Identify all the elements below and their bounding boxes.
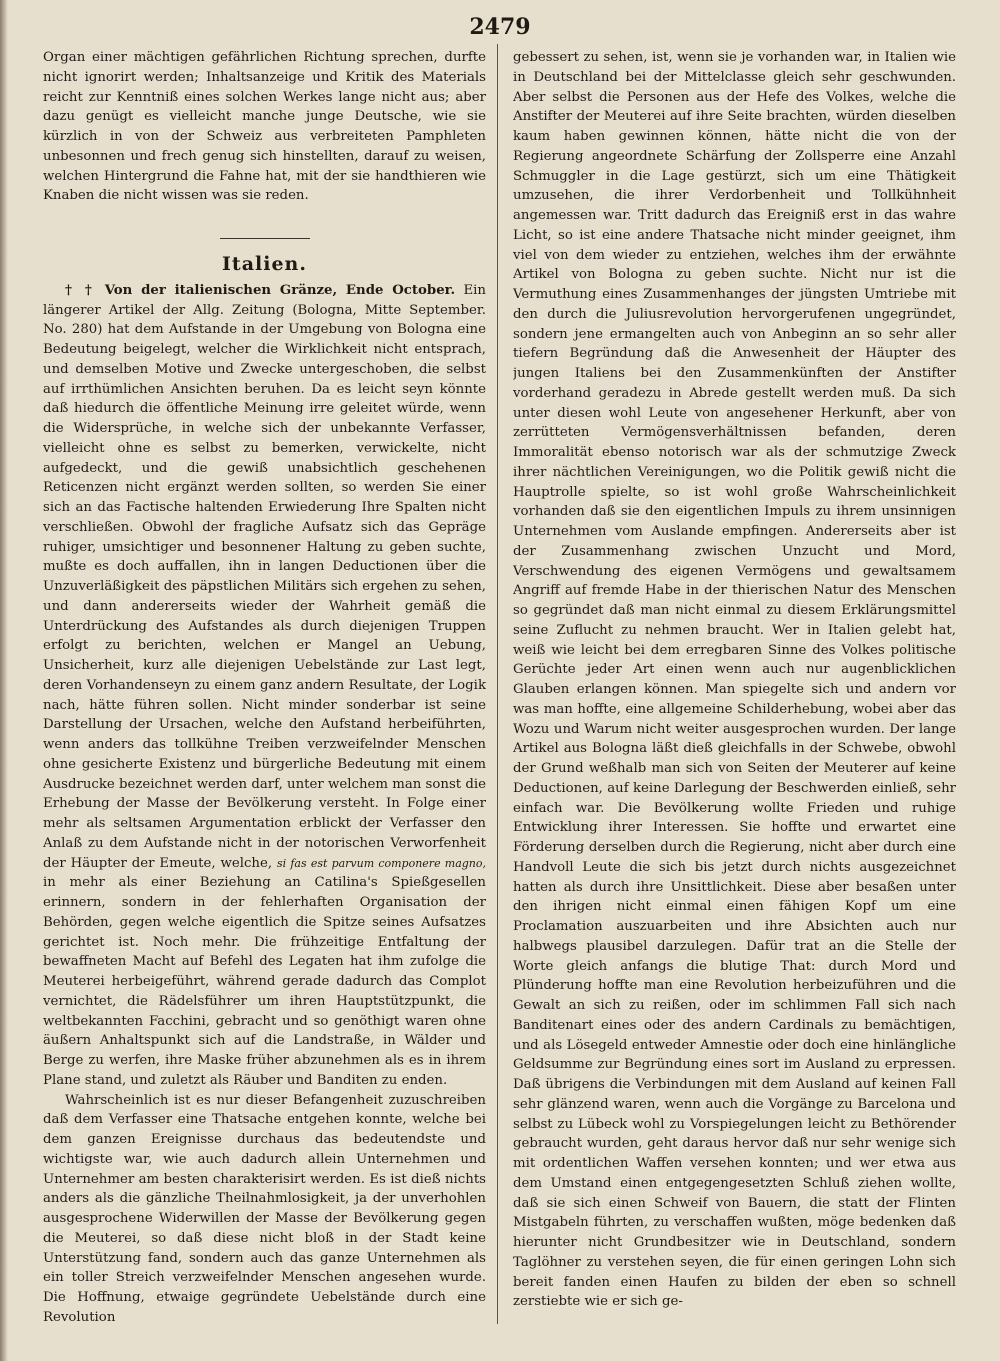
- article-dateline: † † Von der italienischen Gränze, Ende October.: [65, 282, 456, 298]
- right-column-text: gebessert zu sehen, ist, wenn sie je vorhanden war, in Italien wie in Deutschland bei der Mittelclasse gleich sehr geschwunden. Aber selbst die Personen aus der Hefe des Volkes, welche die Anstifter der Meuterei auf ihre Seite brachten, würden dieselben kaum haben gewinnen können, hätte nicht die von der Regierung angeordnete Schärfung der Zollsperre eine Anzahl Schmuggler in die Lage gestürzt, sich um eine Thätigkeit umzusehen, die ihrer Verdorbenheit und Tollkühnheit angemessen war. Tritt dadurch das Ereigniß erst in das wahre Licht, so ist eine andere Thatsache nicht minder geeignet, ihm viel von dem wieder zu entziehen, welches ihm der erwähnte Artikel von Bologna zu geben suchte. Nicht nur ist die Vermuthung eines Zusammenhanges der jüngsten Umtriebe mit den durch die Juliusrevolution hervorgerufenen ungegründet, sondern jene ermangelten auch von Anbeginn an so sehr aller tiefern Begründung daß die Anwesenheit der Häupter des jungen Italiens bei den Zusammenkünften der Anstifter vorderhand geradezu in Abrede gestellt werden muß. Da sich unter diesen wohl Leute von angesehener Herkunft, aber von zerrütteten Vermögensverhältnissen befanden, deren Immoralität ebenso notorisch war als der schmutzige Zweck ihrer nächtlichen Vereinigungen, wo die Politik gewiß nicht die Hauptrolle spielte, so ist wohl große Wahrscheinlichkeit vorhanden daß sie den eigentlichen Impuls zu ihrem unsinnigen Unternehmen vom Auslande empfingen. Andererseits aber ist der Zusammenhang zwischen Unzucht und Mord, Verschwendung des eigenen Vermögens und gewaltsamem Angriff auf fremde Habe in der thierischen Natur des Menschen so gegründet daß man nicht einmal zu diesem Erklärungsmittel seine Zuflucht zu nehmen braucht. Wer in Italien gelebt hat, weiß wie leicht bei dem erregbaren Sinne des Volkes politische Gerüchte jeder Art einen wenn auch nur augenblicklichen Glauben erlangen können. Man spiegelte sich und andern vor was man hoffte, eine allgemeine Schilderhebung, wobei aber das Wozu und Warum nicht weiter ausgesprochen wurden. Der lange Artikel aus Bologna läßt dieß gleichfalls in der Schwebe, obwohl der Grund weßhalb man sich von Seiten der Meuterer auf keine Deductionen, auf keine Darlegung der Beschwerden einließ, sehr einfach war. Die Bevölkerung wollte Frieden und ruhige Entwicklung ihrer Interessen. Sie hoffte und erwartet eine Förderung derselben durch die Regierung, nicht aber durch eine Handvoll Leute die sich bis jetzt durch nichts ausgezeichnet hatten als durch ihre Unsittlichkeit. Diese aber besaßen unter den ihrigen nicht einmal einen fähigen Kopf um eine Proclamation auszuarbeiten und ihre Absichten auch nur halbwegs plausibel darzulegen. Dafür trat an die Stelle der Worte gleich anfangs die blutige That: durch Mord und Plünderung hoffte man eine Revolution herbeizuführen und die Gewalt an sich zu reißen, oder im schlimmen Fall sich nach Banditenart eines oder des andern Cardinals zu bemächtigen, und als Lösegeld entweder Amnestie oder doch eine hinlängliche Geldsumme zur Begründung eines sort im Ausland zu erpressen. Daß übrigens die Verbindungen mit dem Ausland auf keinen Fall sehr glänzend waren, wenn auch die Vorgänge zu Barcelona und selbst zu Lübeck wohl zu Vorspiegelungen leicht zu Bethörender gebraucht wurden, geht daraus hervor daß nur sehr wenige sich mit ordentlichen Waffen versehen konnten; und wer etwa aus dem Umstand einen entgegengesetzten Schluß ziehen wollte, daß sie sich einen Schweif von Bauern, die statt der Flinten Mistgabeln führten, zu verschaffen wußten, möge bedenken daß hierunter nicht Grundbesitzer wie in Deutschland, sondern Taglöhner zu verstehen seyen, die für einen geringen Lohn sich bereit fanden einen Haufen zu bilden der eben so schnell zerstiebte wie er sich ge-: [513, 50, 956, 1310]
- section-divider-rule: [220, 238, 310, 239]
- article-paragraph-2: Wahrscheinlich ist es nur dieser Befangenheit zuzuschreiben daß dem Verfasser eine Thatsache entgehen konnte, welche bei dem ganzen Ereignisse durchaus das bedeutendste und wichtigste war, wie auch dadurch allein Unternehmen und Unternehmer am besten charakterisirt werden. Es ist dieß nichts anders als die gänzliche Theilnahmlosigkeit, ja der unverhohlen ausgesprochene Widerwillen der Masse der Bevölkerung gegen die Meuterei, so daß diese nicht bloß in der Stadt keine Unterstützung fand, sondern auch das ganze Unternehmen als ein toller Streich verzweifelnder Menschen angesehen wurde. Die Hoffnung, etwaige gegründete Uebelstände durch eine Revolution: [43, 1092, 486, 1325]
- latin-phrase: si fas est parvum componere magno,: [277, 856, 486, 870]
- page-edge-shadow: [0, 0, 8, 1361]
- article-paragraph-1-text: Ein längerer Artikel der Allg. Zeitung (Bologna, Mitte September. No. 280) hat dem Aufstande in der Umgebung von Bologna eine Bedeutung beigelegt, welcher die Wirklichkeit nicht entsprach, und demselben Motive und Zwecke untergeschoben, die selbst auf irrthümlichen Ansichten beruhen. Da es leicht seyn könnte daß hiedurch die öffentliche Meinung irre geleitet würde, wenn die Widersprüche, in welche sich der unbekannte Verfasser, vielleicht ohne es selbst zu bemerken, verwickelte, nicht aufgedeckt, und die gewiß unabsichtlich geschehenen Reticenzen nicht ergänzt werden sollten, so werden Sie einer sich an das Factische haltenden Erwiederung Ihre Spalten nicht verschließen. Obwohl der fragliche Aufsatz sich das Gepräge ruhiger, umsichtiger und besonnener Haltung zu geben suchte, mußte es doch auffallen, ihn in langen Deductionen über die Unzuverläßigkeit des päpstlichen Militärs sich ergehen zu sehen, und dann andererseits wieder der Wahrheit gemäß die Unterdrückung des Aufstandes als durch diejenigen Truppen erfolgt zu berichten, welchen er Mangel an Uebung, Unsicherheit, kurz alle diejenigen Uebelstände zur Last legt, deren Vorhandenseyn zu einem ganz andern Resultate, der Logik nach, hätte führen sollen. Nicht minder sonderbar ist seine Darstellung der Ursachen, welche den Aufstand herbeiführten, wenn anders das tollkühne Treiben verzweifelnder Menschen ohne gesicherte Existenz und bürgerliche Bedeutung mit einem Ausdrucke bezeichnet werden darf, unter welchem man sonst die Erhebung der Masse der Bevölkerung versteht. In Folge einer mehr als seltsamen Argumentation erblickt der Verfasser den Anlaß zu dem Aufstande nicht in der notorischen Verworfenheit der Häupter der Emeute, welche,: [43, 282, 486, 871]
- left-column: [43, 48, 486, 1348]
- article-paragraph-1-end: in mehr als einer Beziehung an Catilina's Spießgesellen erinnern, sondern in der fehlerhaften Organisation der Behörden, gegen welche eigentlich die Spitze seines Aufsatzes gerichtet ist. Noch mehr. Die frühzeitige Entfaltung der bewaffneten Macht auf Befehl des Legaten hat ihm zufolge die Meuterei herbeigeführt, während gerade dadurch das Complot vernichtet, die Rädelsführer um ihren Hauptstützpunkt, die weltbekannten Facchini, gebracht und so genöthigt waren ohne äußern Anhaltspunkt sich auf die Landstraße, in Wälder und Berge zu werfen, ihre Maske früher abzunehmen als es in ihrem Plane stand, und zuletzt als Räuber und Banditen zu enden.: [43, 875, 486, 1088]
- column-divider: [497, 44, 498, 1324]
- page-number: 2479: [469, 14, 531, 40]
- intro-paragraph: Organ einer mächtigen gefährlichen Richtung sprechen, durfte nicht ignorirt werden; Inhaltsanzeige und Kritik des Materials reicht zur Kenntniß eines solchen Werkes lange nicht aus; aber dazu genügt es vielleicht manche junge Deutsche, wie sie kürzlich in von der Schweiz aus verbreiteten Pamphleten unbesonnen und frech genug sich hinstellten, darauf zu weisen, welchen Hintergrund die Fahne hat, mit der sie handthieren wie Knaben die nicht wissen was sie reden.: [43, 50, 486, 204]
- article-paragraph-1: [43, 281, 486, 1091]
- right-column: [513, 48, 956, 1348]
- section-title: Italien.: [222, 253, 307, 275]
